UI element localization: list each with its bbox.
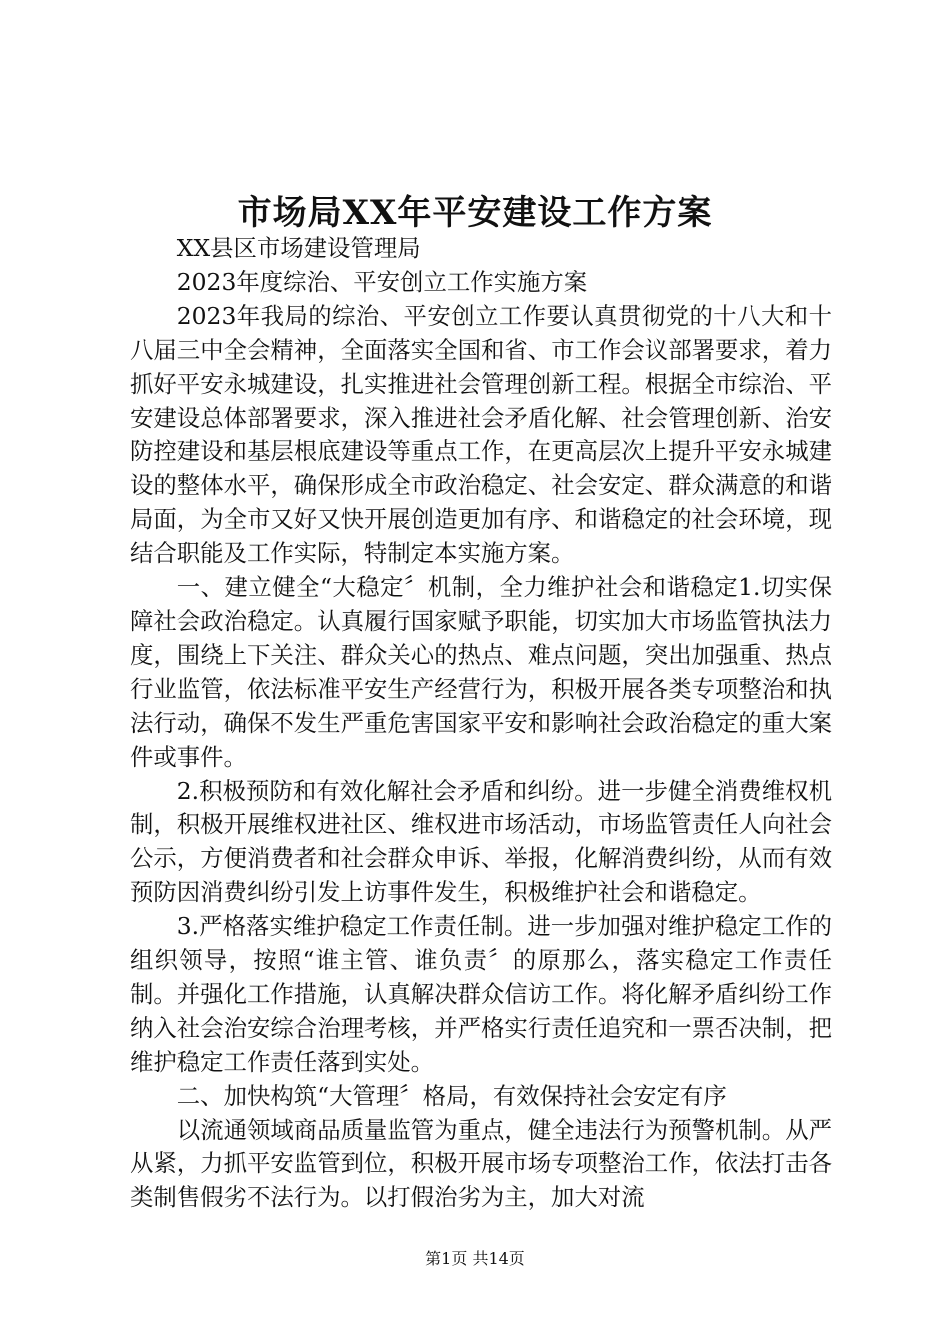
paragraph-section-1: 一、建立健全“大稳定〞机制，全力维护社会和谐稳定1.切实保障社会政治稳定。认真履行国家赋予职能，切实加大市场监管执法力度，围绕上下关注、群众关心的热点、难点问题，突出加强重、热点行业监管，依法标准平安生产经营行为，积极开展各类专项整治和执法行动，确保不发生严重危害国家平安和影响社会政治稳定的重大案件或事件。 [130, 573, 832, 771]
paragraph-section-2-heading: 二、加快构筑“大管理〞格局，有效保持社会安定有序 [176, 1081, 727, 1110]
paragraph-item-2: 2.积极预防和有效化解社会矛盾和纠纷。进一步健全消费维权机制，积极开展维权进社区、维权进市场活动，市场监管责任人向社会公示，方便消费者和社会群众申诉、举报，化解消费纠纷，从而有效预防因消费纠纷引发上访事件发生，积极维护社会和谐稳定。 [130, 776, 832, 907]
paragraph-item-3: 3.严格落实维护稳定工作责任制。进一步加强对维护稳定工作的组织领导，按照“谁主管、谁负责〞的原那么，落实稳定工作责任制。并强化工作措施，认真解决群众信访工作。将化解矛盾纠纷工作纳入社会治安综合治理考核，并严格实行责任追究和一票否决制，把维护稳定工作责任落到实处。 [130, 912, 832, 1076]
paragraph-issuer: XX县区市场建设管理局 [176, 234, 421, 262]
document-body [130, 232, 832, 1215]
document-title: 市场局XX年平安建设工作方案 [237, 193, 713, 233]
paragraph-section-2-body: 以流通领域商品质量监管为重点，健全违法行为预警机制。从严从紧，力抓平安监管到位，积极开展市场专项整治工作，依法打击各类制售假劣不法行为。以打假治劣为主，加大对流 [130, 1115, 832, 1212]
paragraph-intro: 2023年我局的综治、平安创立工作要认真贯彻党的十八大和十八届三中全会精神，全面落实全国和省、市工作会议部署要求，着力抓好平安永城建设，扎实推进社会管理创新工程。根据全市综治、平安建设总体部署要求，深入推进社会矛盾化解、社会管理创新、治安防控建设和基层根底建设等重点工作，在更高层次上提升平安永城建设的整体水平，确保形成全市政治稳定、社会安定、群众满意的和谐局面，为全市又好又快开展创造更加有序、和谐稳定的社会环境，现结合职能及工作实际，特制定本实施方案。 [130, 301, 832, 568]
page-number-footer: 第1页 共14页 [425, 1249, 525, 1268]
paragraph-subtitle: 2023年度综治、平安创立工作实施方案 [176, 267, 588, 296]
